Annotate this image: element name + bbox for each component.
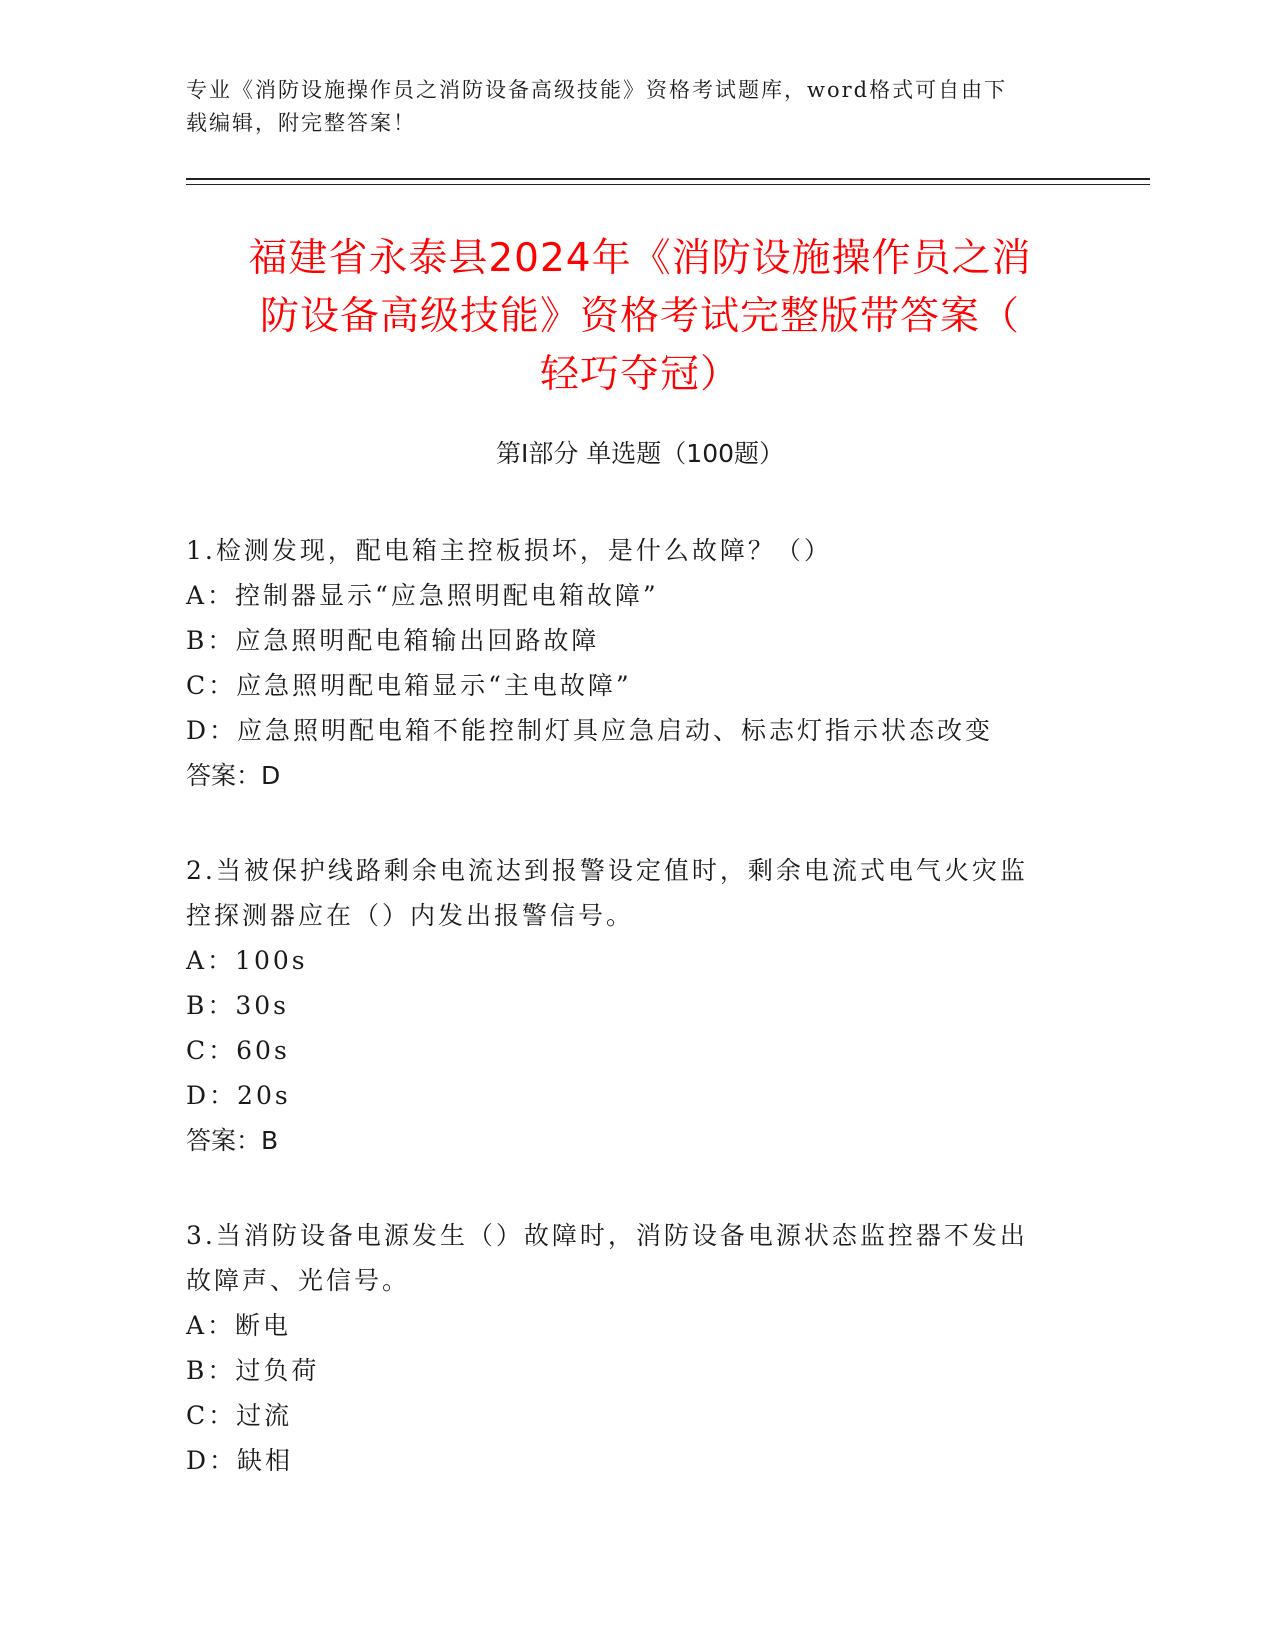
question-text: 故障声、光信号。 [186,1266,411,1295]
option-b: B：30s [186,991,290,1020]
option-c: C：应急照明配电箱显示“主电故障” [186,671,632,700]
header-divider [186,178,1150,180]
answer: 答案：D [186,761,281,790]
question-text: 控探测器应在（）内发出报警信号。 [186,901,635,930]
question-text: 1.检测发现，配电箱主控板损坏，是什么故障？（） [186,536,832,565]
option-a: A：100s [186,946,308,975]
option-d: D：20s [186,1081,291,1110]
title-line: 福建省永泰县2024年《消防设施操作员之消 [248,236,1032,281]
option-a: A：控制器显示“应急照明配电箱故障” [186,581,659,610]
header-divider-thin [186,184,1150,185]
option-c: C：60s [186,1036,290,1065]
question-item [186,528,1066,798]
document-title [186,230,1094,404]
question-text: 2.当被保护线路剩余电流达到报警设定值时，剩余电流式电气火灾监 [186,856,1028,885]
option-d: D：缺相 [186,1446,294,1475]
question-item [186,1213,1066,1483]
option-c: C：过流 [186,1401,293,1430]
title-line: 轻巧夺冠） [539,352,740,397]
question-item [186,848,1066,1163]
option-b: B：过负荷 [186,1356,320,1385]
intro-line: 专业《消防设施操作员之消防设备高级技能》资格考试题库，word格式可自由下 [186,78,1008,102]
option-a: A：断电 [186,1311,292,1340]
question-text: 3.当消防设备电源发生（）故障时，消防设备电源状态监控器不发出 [186,1221,1028,1250]
question-list [186,528,1066,1533]
title-line: 防设备高级技能》资格考试完整版带答案（ [259,294,1020,339]
document-intro [186,74,1066,140]
intro-line: 载编辑，附完整答案！ [186,111,416,135]
section-heading: 第Ⅰ部分 单选题（100题） [495,439,785,468]
option-b: B：应急照明配电箱输出回路故障 [186,626,600,655]
option-d: D：应急照明配电箱不能控制灯具应急启动、标志灯指示状态改变 [186,716,994,745]
answer: 答案：B [186,1126,279,1155]
